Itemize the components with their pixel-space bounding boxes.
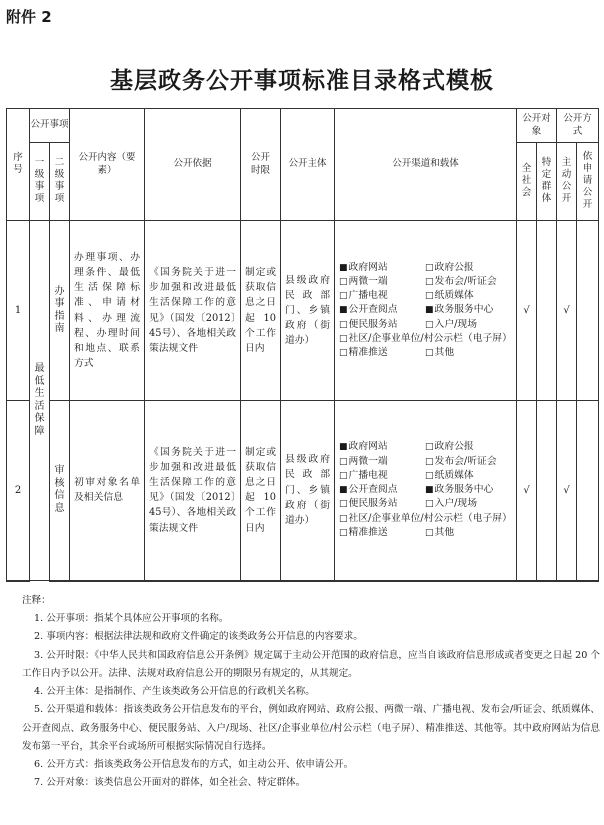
channel-item: □政府公报	[425, 261, 474, 273]
channel-item: □社区/企事业单位/村公示栏（电子屏）	[339, 512, 512, 524]
notes-title: 注释：	[22, 595, 51, 606]
row-time-limit: 制定或获取信息之日起 10 个工作日内	[241, 401, 281, 581]
notes-section	[22, 592, 600, 792]
channel-item: □便民服务站	[339, 498, 398, 510]
header-level2: 二级事项	[50, 143, 70, 221]
row-channels	[335, 221, 517, 401]
channel-list	[335, 262, 516, 360]
channel-item: □纸质媒体	[425, 290, 474, 302]
channel-item: □精准推送	[339, 526, 388, 538]
channel-item: □发布会/听证会	[425, 455, 497, 467]
channel-list	[335, 441, 516, 539]
header-target: 公开对象	[517, 109, 557, 143]
channel-item: ■政务服务中心	[425, 304, 494, 316]
row-subject: 县级政府民政部门、乡镇政府（街道办）	[281, 221, 335, 401]
channel-item: □其他	[425, 526, 455, 538]
channel-item: □两微一端	[339, 275, 388, 287]
attachment-label: 附件 2	[6, 8, 52, 26]
channel-item: □纸质媒体	[425, 469, 474, 481]
document-title: 基层政务公开事项标准目录格式模板	[110, 68, 494, 94]
header-items: 公开事项	[30, 109, 70, 143]
row-target-specific	[537, 401, 557, 581]
row-seq: 1	[7, 221, 30, 401]
channel-item: □其他	[425, 347, 455, 359]
channel-item: □广播电视	[339, 290, 388, 302]
note-item: 2. 事项内容：根据法律法规和政府文件确定的该类政务公开信息的内容要求。	[34, 631, 363, 643]
header-mode-request: 依申请公开	[577, 143, 599, 221]
row-mode-request	[577, 401, 599, 581]
row-seq: 2	[7, 401, 30, 581]
header-basis: 公开依据	[145, 109, 241, 221]
header-time-limit: 公开时限	[241, 109, 281, 221]
channel-item: □广播电视	[339, 469, 388, 481]
channel-item: ■政府网站	[339, 261, 388, 273]
channel-item: □社区/企事业单位/村公示栏（电子屏）	[339, 332, 512, 344]
note-item: 1. 公开事项：指某个具体应公开事项的名称。	[34, 613, 229, 625]
header-channels: 公开渠道和载体	[335, 109, 517, 221]
row-basis: 《国务院关于进一步加强和改进最低生活保障工作的意见》（国发〔2012〕45号）、各地相关政策法规文件	[145, 221, 241, 401]
note-item: 5. 公开渠道和载体：指该类政务公开信息发布的平台，例如政府网站、政府公报、两微一端、广播电视、发布会/听证会、纸质媒体、公开查阅点、政务服务中心、便民服务站、入户/现场、社区/企事业单位/村公示栏（电子屏）、精准推送、其他等。其中政府网站为信息发布第一平台，其余平台或场所可根据实际情况自行选择。	[22, 704, 600, 752]
note-item: 6. 公开方式：指该类政务公开信息发布的方式，如主动公开、依申请公开。	[34, 758, 354, 770]
header-subject: 公开主体	[281, 109, 335, 221]
row-channels	[335, 401, 517, 581]
channel-item: ■政府网站	[339, 441, 388, 453]
row-mode-active: √	[557, 401, 577, 581]
catalog-table	[6, 108, 599, 582]
header-mode: 公开方式	[557, 109, 599, 143]
row-target-all: √	[517, 401, 537, 581]
row-target-all: √	[517, 221, 537, 401]
channel-item: □入户/现场	[425, 318, 478, 330]
header-seq: 序号	[7, 109, 30, 221]
table-row	[7, 221, 599, 401]
header-level1: 一级事项	[30, 143, 50, 221]
row-mode-request	[577, 221, 599, 401]
row-content: 办理事项、办理条件、最低生活保障标准、申请材料、办理流程、办理时间和地点、联系方式	[70, 221, 145, 401]
channel-item: □精准推送	[339, 347, 388, 359]
row-subject: 县级政府民政部门、乡镇政府（街道办）	[281, 401, 335, 581]
row-content: 初审对象名单及相关信息	[70, 401, 145, 581]
table-row	[7, 401, 599, 581]
row-time-limit: 制定或获取信息之日起 10 个工作日内	[241, 221, 281, 401]
channel-item: ■公开查阅点	[339, 484, 398, 496]
header-target-all: 全社会	[517, 143, 537, 221]
note-item: 3. 公开时限：《中华人民共和国政府信息公开条例》规定属于主动公开范围的政府信息，应当自该政府信息形成或者变更之日起 20 个工作日内予以公开。法律、法规对政府信息公开的期限另有规定的，从其规定。	[22, 649, 600, 679]
note-item: 7. 公开对象：该类信息公开面对的群体，如全社会、特定群体。	[34, 777, 306, 789]
channel-item: □入户/现场	[425, 498, 478, 510]
row-mode-active: √	[557, 221, 577, 401]
row-target-specific	[537, 221, 557, 401]
row-level2: 办事指南	[50, 221, 70, 401]
row-basis: 《国务院关于进一步加强和改进最低生活保障工作的意见》（国发〔2012〕45号）、各地相关政策法规文件	[145, 401, 241, 581]
level1-item: 最低生活保障	[30, 221, 50, 581]
channel-item: □便民服务站	[339, 318, 398, 330]
row-level2: 审核信息	[50, 401, 70, 581]
note-item: 4. 公开主体：是指制作、产生该类政务公开信息的行政机关名称。	[34, 686, 315, 698]
channel-item: ■政务服务中心	[425, 484, 494, 496]
header-mode-active: 主动公开	[557, 143, 577, 221]
header-content: 公开内容（要素）	[70, 109, 145, 221]
channel-item: □发布会/听证会	[425, 275, 497, 287]
header-target-specific: 特定群体	[537, 143, 557, 221]
channel-item: □两微一端	[339, 455, 388, 467]
channel-item: ■公开查阅点	[339, 304, 398, 316]
channel-item: □政府公报	[425, 441, 474, 453]
